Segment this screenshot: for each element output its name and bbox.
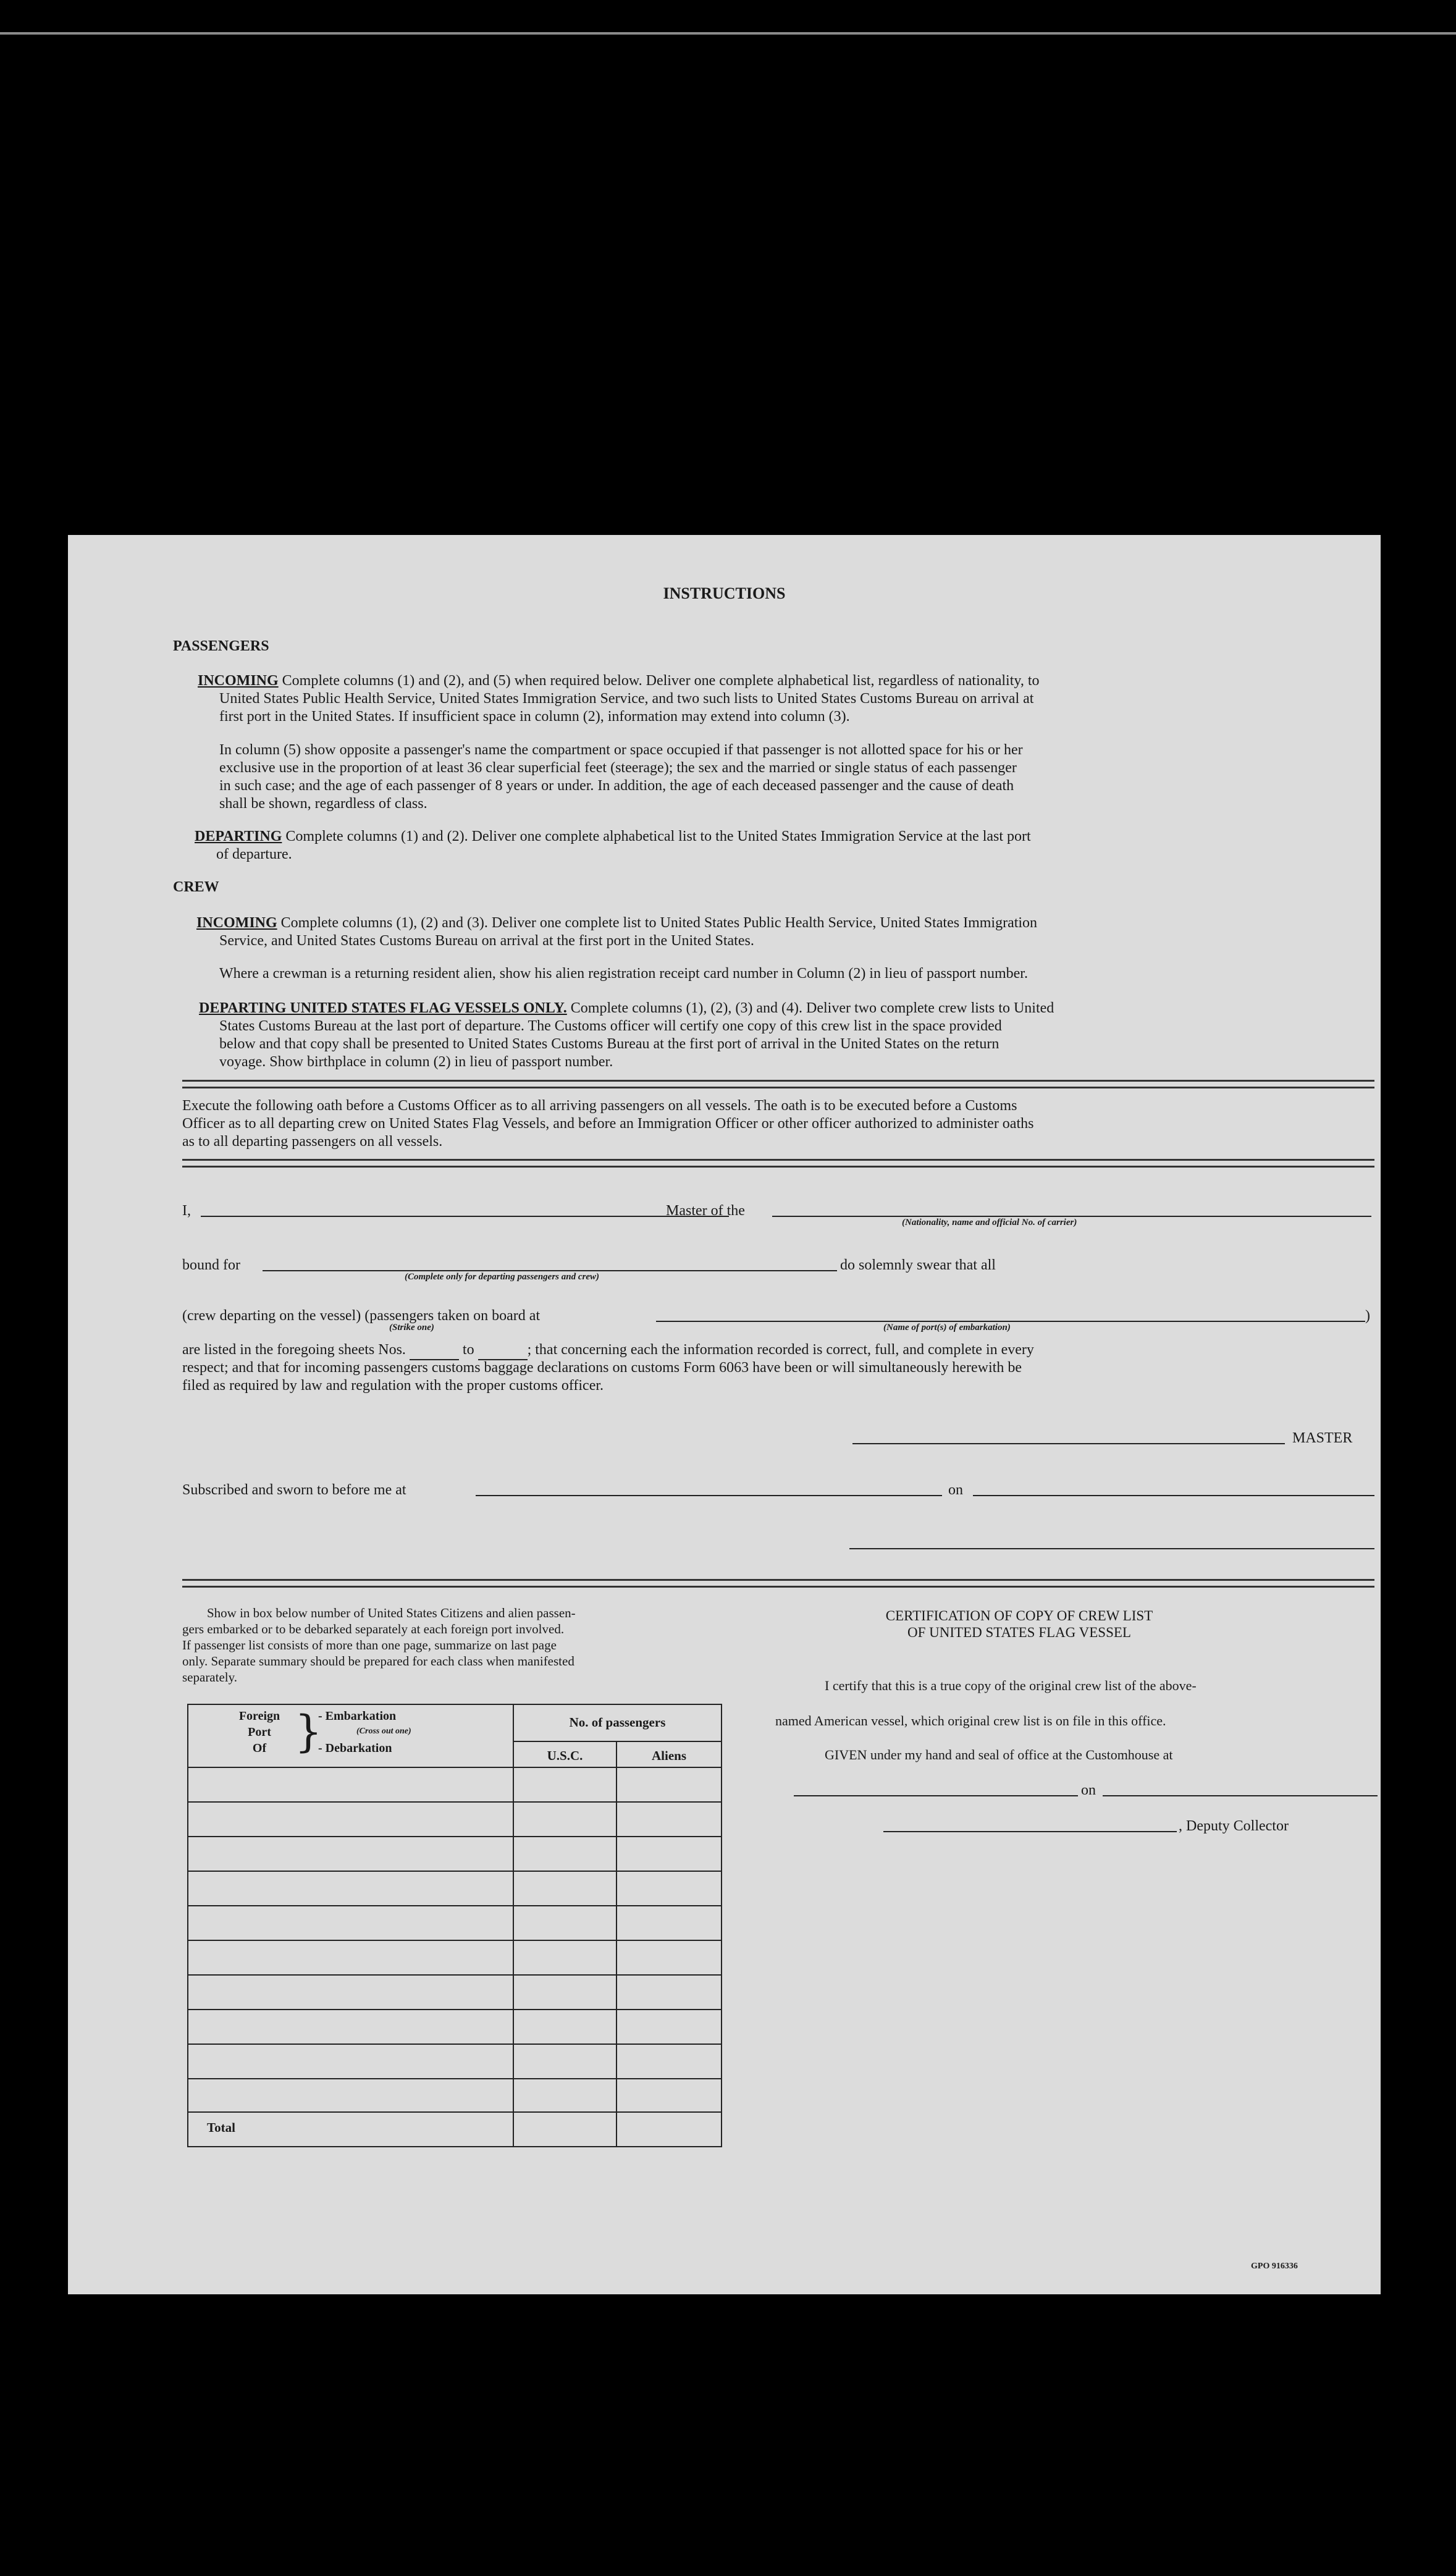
debarkation-label: - Debarkation (318, 1741, 392, 1755)
cert-given-text: GIVEN under my hand and seal of office at the Customhouse at (825, 1747, 1173, 1762)
crew-departing-label: DEPARTING UNITED STATES FLAG VESSELS ONLY. (199, 1000, 567, 1016)
execute-text-1: Execute the following oath before a Customs Officer as to all arriving passengers on all vessels. The oath is to be executed before a Customs (182, 1098, 1017, 1114)
table-row (188, 1801, 721, 1803)
passengers-heading: PASSENGERS (173, 638, 269, 654)
column-divider (513, 1705, 514, 2146)
listed-text-3: filed as required by law and regulation with the proper customs officer. (182, 1378, 604, 1394)
of-label: Of (252, 1741, 267, 1755)
pass-departing-text-2: of departure. (216, 846, 292, 862)
gpo-number: GPO 916336 (1251, 2262, 1298, 2271)
pass-departing-line-1 (195, 828, 1031, 846)
section-divider (182, 1579, 1374, 1588)
cert-title-2: OF UNITED STATES FLAG VESSEL (907, 1625, 1131, 1640)
crew-incoming-text-1: Complete columns (1), (2) and (3). Deliver one complete list to United States Public Health Service, United States Immigration (280, 915, 1038, 931)
subscribed-label: Subscribed and sworn to before me at (182, 1482, 406, 1498)
sworn-date-field[interactable] (973, 1495, 1374, 1496)
embarkation-port-field[interactable] (656, 1321, 1365, 1322)
pass-incoming-text-1: Complete columns (1) and (2), and (5) when required below. Deliver one complete alphabetical list, regardless of nationality, to (282, 673, 1040, 689)
crew-departing-text-4: voyage. Show birthplace in column (2) in lieu of passport number. (219, 1054, 613, 1070)
table-row (188, 1767, 721, 1768)
table-row (188, 1940, 721, 1941)
swear-text: do solemnly swear that all (840, 1257, 996, 1273)
crew-incoming-line-1 (196, 914, 1037, 932)
table-row (188, 1905, 721, 1906)
summary-text-3: If passenger list consists of more than one page, summarize on last page (182, 1638, 557, 1652)
instructions-title: INSTRUCTIONS (663, 584, 786, 602)
column5-text-3: in such case; and the age of each passenger of 8 years or under. In addition, the age of each deceased passenger and the cause of death (219, 778, 1014, 794)
summary-text-5: separately. (182, 1670, 238, 1685)
close-paren: ) (1365, 1308, 1370, 1324)
summary-text-1: Show in box below number of United States Citizens and alien passen- (207, 1606, 576, 1620)
cert-on-label: on (1081, 1782, 1096, 1798)
brace-glyph: } (295, 1706, 322, 1757)
table-row (188, 2078, 721, 2079)
bound-for-field[interactable] (263, 1270, 837, 1271)
form-page (68, 535, 1381, 2294)
crew-departing-text-1: Complete columns (1), (2), (3) and (4). Deliver two complete crew lists to United (570, 1000, 1054, 1016)
cert-text-1: I certify that this is a true copy of the original crew list of the above- (825, 1678, 1197, 1693)
table-row (188, 2009, 721, 2010)
pass-incoming-text-3: first port in the United States. If insufficient space in column (2), information may extend into column (3). (219, 709, 850, 725)
column5-text-2: exclusive use in the proportion of at least 36 clear superficial feet (steerage); the sex and the married or single status of each passenger (219, 760, 1017, 776)
column5-text-4: shall be shown, regardless of class. (219, 796, 427, 812)
master-signature-field[interactable] (852, 1443, 1285, 1444)
customhouse-field[interactable] (794, 1795, 1078, 1796)
master-of-the-label: Master of the (666, 1203, 745, 1219)
pass-incoming-line-1 (198, 672, 1040, 690)
no-passengers-header: No. of passengers (569, 1715, 666, 1730)
listed-text-1a: are listed in the foregoing sheets Nos. (182, 1342, 406, 1358)
table-row (188, 1871, 721, 1872)
listed-text-1b: ; that concerning each the information recorded is correct, full, and complete in every (527, 1342, 1034, 1358)
passenger-summary-table (187, 1704, 722, 2147)
pass-incoming-text-2: United States Public Health Service, United States Immigration Service, and two such lists to United States Customs Bureau on arrival at (219, 691, 1034, 707)
table-row (188, 2044, 721, 2045)
embarkation-label: - Embarkation (318, 1709, 397, 1723)
oath-i-label: I, (182, 1203, 191, 1219)
sworn-location-field[interactable] (476, 1495, 942, 1496)
cert-date-field[interactable] (1103, 1795, 1378, 1796)
crew-incoming-text-2: Service, and United States Customs Bureau on arrival at the first port in the United States. (219, 933, 754, 949)
officer-signature-field[interactable] (849, 1548, 1374, 1549)
cross-out-hint: (Cross out one) (356, 1727, 411, 1736)
crew-alien-text: Where a crewman is a returning resident alien, show his alien registration receipt card number in Column (2) in lieu of passport number. (219, 966, 1028, 982)
listed-line-1 (182, 1341, 1034, 1360)
sheet-to-field[interactable] (478, 1341, 528, 1360)
pass-incoming-label: INCOMING (198, 673, 279, 689)
aliens-header: Aliens (651, 1748, 686, 1763)
crew-departing-text-2: States Customs Bureau at the last port of departure. The Customs officer will certify one copy of this crew list in the space provided (219, 1018, 1002, 1034)
crew-heading: CREW (173, 879, 219, 895)
listed-text-2: respect; and that for incoming passengers customs baggage declarations on customs Form 6063 have been or will simultaneously herewith be (182, 1360, 1022, 1376)
crew-incoming-label: INCOMING (196, 915, 277, 931)
deputy-signature-field[interactable] (883, 1831, 1177, 1832)
master-label: MASTER (1292, 1430, 1353, 1446)
deputy-collector-label: , Deputy Collector (1179, 1818, 1289, 1834)
section-divider (182, 1159, 1374, 1168)
crew-departing-text-3: below and that copy shall be presented to United States Customs Bureau at the first port of arrival in the United States on the return (219, 1036, 999, 1052)
nationality-hint: (Nationality, name and official No. of carrier) (902, 1218, 1077, 1227)
master-name-field[interactable] (201, 1216, 729, 1217)
cert-text-2: named American vessel, which original crew list is on file in this office. (775, 1713, 1166, 1728)
table-row (188, 1974, 721, 1976)
port-hint: (Name of port(s) of embarkation) (883, 1323, 1011, 1332)
pass-departing-text-1: Complete columns (1) and (2). Deliver one complete alphabetical list to the United States Immigration Service at the last port (285, 828, 1031, 844)
summary-text-2: gers embarked or to be debarked separately at each foreign port involved. (182, 1622, 565, 1636)
table-row (188, 2111, 721, 2113)
bound-for-hint: (Complete only for departing passengers and crew) (405, 1272, 599, 1282)
section-divider (182, 1080, 1374, 1088)
port-label: Port (248, 1725, 271, 1739)
column5-text-1: In column (5) show opposite a passenger's name the compartment or space occupied if that passenger is not allotted space for his or her (219, 742, 1023, 758)
carrier-field[interactable] (772, 1216, 1371, 1217)
crew-departing-line-1 (199, 1000, 1054, 1017)
execute-text-3: as to all departing passengers on all vessels. (182, 1134, 443, 1150)
header-divider (513, 1741, 721, 1742)
strike-one-hint: (Strike one) (389, 1323, 434, 1332)
pass-departing-label: DEPARTING (195, 828, 282, 844)
film-edge-line (0, 32, 1456, 35)
total-label: Total (207, 2120, 235, 2135)
summary-text-4: only. Separate summary should be prepared for each class when manifested (182, 1654, 574, 1669)
cert-title-1: CERTIFICATION OF COPY OF CREW LIST (885, 1608, 1153, 1623)
execute-text-2: Officer as to all departing crew on United States Flag Vessels, and before an Immigration Officer or other officer authorized to administer oaths (182, 1116, 1034, 1132)
foreign-label: Foreign (238, 1709, 280, 1723)
table-row (188, 1836, 721, 1837)
sworn-on-label: on (948, 1482, 963, 1498)
sheet-from-field[interactable] (410, 1341, 459, 1360)
usc-header: U.S.C. (547, 1748, 583, 1763)
bound-for-label: bound for (182, 1257, 240, 1273)
listed-to: to (462, 1342, 474, 1358)
crew-departing-oath-text: (crew departing on the vessel) (passengers taken on board at (182, 1308, 541, 1324)
